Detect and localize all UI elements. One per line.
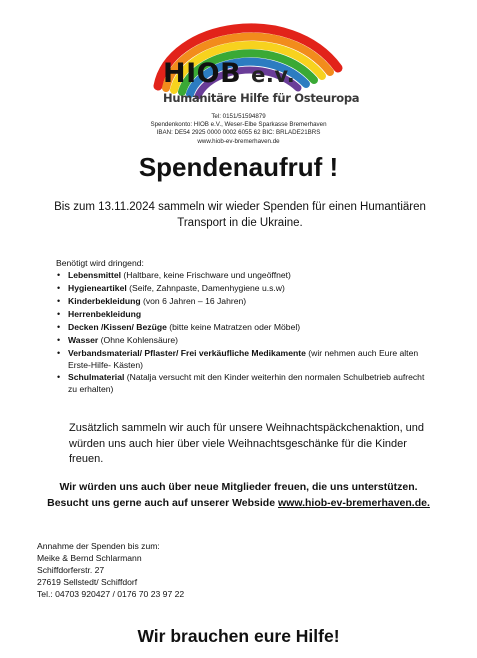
contact-account: Spendenkonto: HIOB e.V., Weser-Elbe Sparkasse Bremerhaven [150,121,327,129]
page-title: Spendenaufruf ! [138,152,339,182]
logo-name: HIOB [163,58,242,89]
logo-suffix: e.v. [251,63,296,87]
logo-subtitle: Humanitäre Hilfe für Osteuropa [163,91,360,105]
christmas-appeal-text: Zusätzlich sammeln wir auch für unsere Weihnachtspäckchenaktion, und würden uns auch hier über viele Weihnachtsgeschänke für die Kinder freuen. [69,422,425,465]
address-label: Annahme der Spenden bis zum: [37,541,160,551]
address-tel: Tel.: 04703 920427 / 0176 70 23 97 22 [37,589,185,599]
closing-website-line: Besucht uns gerne auch auf unserer Webside www.hiob-ev-bremerhaven.de. [47,496,430,509]
list-item: • Herrenbekleidung [56,309,426,321]
list-item: • Hygieneartikel (Seife, Zahnpaste, Damenhygiene u.s.w) [56,283,426,295]
logo-wordmark [163,58,295,89]
address-city: 27619 Sellstedt/ Schiffdorf [37,577,138,587]
closing-members-line: Wir würden uns auch über neue Mitglieder freuen, die uns unterstützen. [59,481,418,493]
address-names: Meike & Bernd Schlarmann [37,553,142,563]
contact-block [0,113,477,146]
needs-list [56,270,426,397]
intro-text: Bis zum 13.11.2024 sammeln wir wieder Spenden für einen Humantiären Transport in die Ukraine. [54,201,426,229]
footer-slogan: Wir brauchen eure Hilfe! [137,626,340,646]
closing-block [0,480,477,511]
address-block [37,540,184,600]
contact-tel: Tel: 0151/51594879 [211,113,266,120]
contact-web: www.hiob-ev-bremerhaven.de [197,137,280,145]
contact-iban: IBAN: DE54 2925 0000 0002 6055 62 BIC: BRLADE21BRS [156,129,321,137]
needed-label: Benötigt wird dringend: [56,258,144,268]
list-item: • Verbandsmaterial/ Pflaster/ Frei verkäufliche Medikamente (wir nehmen auch Eure alten Erste-Hilfe- Kästen) [56,348,426,371]
website-link[interactable]: www.hiob-ev-bremerhaven.de. [277,496,430,509]
address-street: Schiffdorferstr. 27 [37,565,105,575]
list-item: • Schulmaterial (Natalja versucht mit den Kinder weiterhin den normalen Schulbetrieb aufrecht zu erhalten) [56,372,426,395]
list-item: • Kinderbekleidung (von 6 Jahren – 16 Jahren) [56,296,426,308]
list-item: • Wasser (Ohne Kohlensäure) [56,335,426,347]
list-item: • Lebensmittel (Haltbare, keine Frischware und ungeöffnet) [56,270,426,282]
list-item: • Decken /Kissen/ Bezüge (bitte keine Matratzen oder Möbel) [56,322,426,334]
